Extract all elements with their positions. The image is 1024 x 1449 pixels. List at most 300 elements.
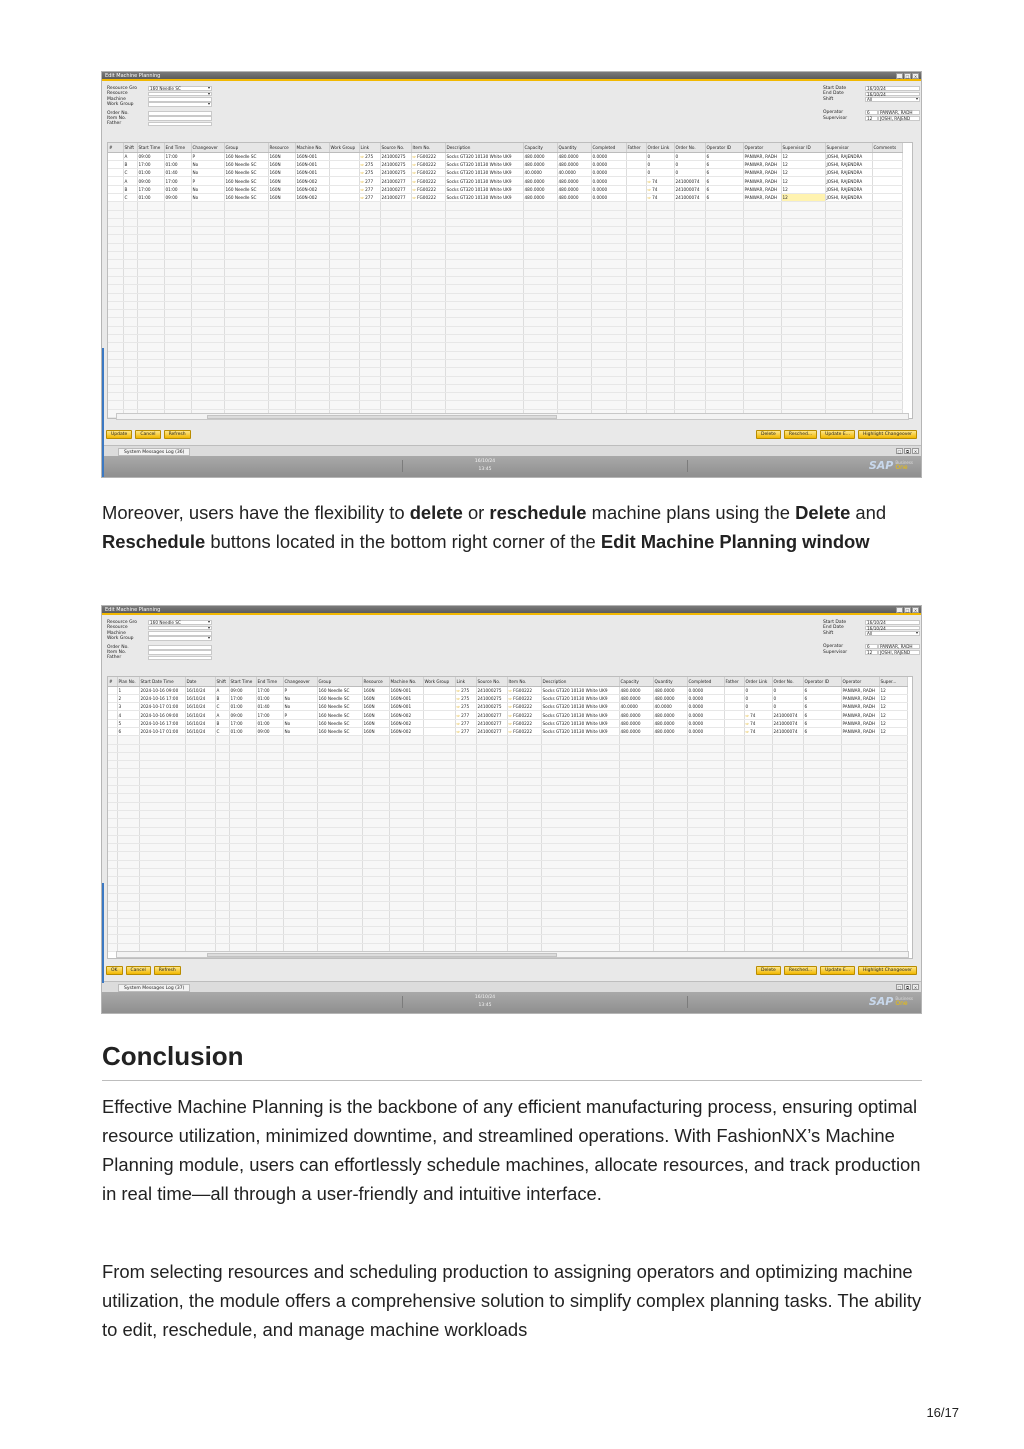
column-header-super[interactable]: Super...: [879, 677, 907, 686]
column-header-start-time[interactable]: Start Time: [137, 143, 164, 152]
table-cell[interactable]: [825, 177, 872, 185]
resource-gro-field[interactable]: 160 Needle SC ▾: [148, 620, 212, 625]
table-cell[interactable]: [626, 177, 646, 185]
table-cell[interactable]: [108, 152, 123, 160]
table-cell[interactable]: [317, 711, 362, 719]
cancel-button[interactable]: Cancel: [135, 430, 160, 439]
link-arrow-icon[interactable]: ⇨: [412, 178, 418, 184]
column-header-supervisor-id[interactable]: Supervisor ID: [781, 143, 825, 152]
close-icon[interactable]: ×: [913, 74, 918, 79]
table-cell[interactable]: [626, 193, 646, 201]
table-cell[interactable]: [591, 169, 626, 177]
link-arrow-icon[interactable]: ⇨: [360, 170, 366, 176]
table-cell[interactable]: [653, 711, 687, 719]
table-cell[interactable]: [108, 185, 123, 193]
empty-table-row[interactable]: [108, 910, 907, 918]
empty-table-row[interactable]: [108, 852, 907, 860]
minimize-icon[interactable]: _: [896, 607, 903, 613]
table-cell[interactable]: [445, 152, 523, 160]
link-arrow-icon[interactable]: ⇨: [508, 695, 514, 701]
table-cell[interactable]: [476, 719, 507, 727]
table-cell[interactable]: [224, 193, 268, 201]
table-cell[interactable]: [139, 711, 185, 719]
table-cell[interactable]: [879, 727, 907, 735]
resource-gro-field[interactable]: 160 Needle SC ▾: [148, 86, 212, 91]
horizontal-scrollbar[interactable]: [116, 413, 909, 420]
table-cell[interactable]: [743, 185, 781, 193]
maximize-icon[interactable]: □: [905, 608, 910, 613]
table-cell[interactable]: [743, 193, 781, 201]
column-header-father[interactable]: Father: [724, 677, 744, 686]
table-cell[interactable]: [137, 152, 164, 160]
empty-table-row[interactable]: [108, 218, 902, 226]
table-cell[interactable]: [380, 160, 411, 168]
table-cell[interactable]: [455, 727, 476, 735]
table-cell[interactable]: [411, 185, 445, 193]
column-header-capacity[interactable]: Capacity: [619, 677, 653, 686]
table-cell[interactable]: [772, 703, 803, 711]
table-cell[interactable]: [117, 703, 139, 711]
table-cell[interactable]: [879, 719, 907, 727]
column-header-work-group[interactable]: Work Group: [423, 677, 455, 686]
empty-table-row[interactable]: [108, 384, 902, 392]
table-row[interactable]: [108, 703, 907, 711]
empty-table-row[interactable]: [108, 210, 902, 218]
empty-table-row[interactable]: [108, 769, 907, 777]
table-cell[interactable]: [744, 711, 772, 719]
table-cell[interactable]: [825, 160, 872, 168]
column-header-order-no[interactable]: Order No.: [772, 677, 803, 686]
link-arrow-icon[interactable]: ⇨: [412, 170, 418, 176]
table-cell[interactable]: [841, 727, 879, 735]
table-cell[interactable]: [389, 727, 423, 735]
empty-table-row[interactable]: [108, 794, 907, 802]
column-header-supervisor[interactable]: Supervisor: [825, 143, 872, 152]
column-header-link[interactable]: Link: [455, 677, 476, 686]
table-cell[interactable]: [445, 160, 523, 168]
link-arrow-icon[interactable]: ⇨: [360, 195, 366, 201]
empty-table-row[interactable]: [108, 368, 902, 376]
table-cell[interactable]: [411, 152, 445, 160]
table-cell[interactable]: [256, 711, 283, 719]
link-arrow-icon[interactable]: ⇨: [508, 720, 514, 726]
table-cell[interactable]: [687, 719, 724, 727]
column-header-capacity[interactable]: Capacity: [523, 143, 557, 152]
table-cell[interactable]: [705, 193, 743, 201]
table-cell[interactable]: [653, 686, 687, 694]
machine-field[interactable]: [148, 97, 212, 102]
link-arrow-icon[interactable]: ⇨: [360, 186, 366, 192]
table-cell[interactable]: [687, 711, 724, 719]
link-arrow-icon[interactable]: ⇨: [456, 712, 462, 718]
table-cell[interactable]: [362, 694, 389, 702]
empty-table-row[interactable]: [108, 802, 907, 810]
father-field[interactable]: [148, 656, 212, 661]
link-arrow-icon[interactable]: ⇨: [508, 729, 514, 735]
table-cell[interactable]: [224, 169, 268, 177]
table-cell[interactable]: [523, 185, 557, 193]
empty-table-row[interactable]: [108, 235, 902, 243]
link-arrow-icon[interactable]: ⇨: [360, 153, 366, 159]
table-cell[interactable]: [724, 703, 744, 711]
table-cell[interactable]: [705, 177, 743, 185]
table-cell[interactable]: [841, 694, 879, 702]
order-link-arrow-icon[interactable]: ⇨: [745, 729, 751, 735]
table-cell[interactable]: [283, 686, 317, 694]
table-cell[interactable]: [191, 177, 224, 185]
table-cell[interactable]: [872, 185, 902, 193]
column-header-date[interactable]: Date: [185, 677, 215, 686]
resource-field[interactable]: [148, 92, 212, 97]
table-cell[interactable]: [476, 694, 507, 702]
end-date-field[interactable]: 16/10/24: [865, 626, 920, 631]
table-cell[interactable]: [317, 719, 362, 727]
table-cell[interactable]: [108, 711, 117, 719]
table-cell[interactable]: [362, 686, 389, 694]
table-cell[interactable]: [268, 169, 295, 177]
highlight-changeover-button[interactable]: Highlight Changeover: [858, 430, 917, 439]
table-cell[interactable]: [772, 727, 803, 735]
table-cell[interactable]: [139, 719, 185, 727]
empty-table-row[interactable]: [108, 243, 902, 251]
table-cell[interactable]: [256, 719, 283, 727]
table-cell[interactable]: [541, 694, 619, 702]
table-cell[interactable]: [557, 177, 591, 185]
shift-field[interactable]: All ▾: [865, 97, 920, 102]
highlight-changeover-button[interactable]: Highlight Changeover: [858, 966, 917, 975]
table-cell[interactable]: [256, 703, 283, 711]
order-link-arrow-icon[interactable]: ⇨: [647, 178, 653, 184]
column-header-start-date-time[interactable]: Start Date Time: [139, 677, 185, 686]
table-cell[interactable]: [317, 727, 362, 735]
column-header-changeover[interactable]: Changeover: [283, 677, 317, 686]
table-cell[interactable]: [359, 177, 380, 185]
table-cell[interactable]: [268, 177, 295, 185]
minimize-icon[interactable]: _: [896, 73, 903, 79]
table-cell[interactable]: [507, 686, 541, 694]
order-no-field[interactable]: [148, 111, 212, 116]
table-cell[interactable]: [523, 160, 557, 168]
table-cell[interactable]: [507, 694, 541, 702]
table-cell[interactable]: [687, 694, 724, 702]
table-row[interactable]: [108, 686, 907, 694]
empty-table-row[interactable]: [108, 777, 907, 785]
table-cell[interactable]: [507, 727, 541, 735]
table-cell[interactable]: [825, 169, 872, 177]
shift-field[interactable]: All ▾: [865, 631, 920, 636]
column-header-changeover[interactable]: Changeover: [191, 143, 224, 152]
column-header-resource[interactable]: Resource: [268, 143, 295, 152]
update-button[interactable]: Update: [106, 430, 132, 439]
table-cell[interactable]: [224, 160, 268, 168]
table-cell[interactable]: [507, 711, 541, 719]
table-cell[interactable]: [389, 711, 423, 719]
column-header-shift[interactable]: Shift: [215, 677, 229, 686]
table-cell[interactable]: [743, 152, 781, 160]
table-cell[interactable]: [164, 185, 191, 193]
empty-table-row[interactable]: [108, 202, 902, 210]
table-cell[interactable]: [879, 694, 907, 702]
column-header-order-link[interactable]: Order Link: [646, 143, 674, 152]
empty-table-row[interactable]: [108, 786, 907, 794]
table-cell[interactable]: [476, 703, 507, 711]
table-cell[interactable]: [137, 177, 164, 185]
table-cell[interactable]: [781, 177, 825, 185]
supervisor-code-field[interactable]: 12: [865, 116, 878, 121]
table-cell[interactable]: [359, 152, 380, 160]
resched-button[interactable]: Resched...: [784, 966, 817, 975]
close-icon[interactable]: ×: [913, 608, 918, 613]
table-row[interactable]: [108, 711, 907, 719]
table-cell[interactable]: [724, 686, 744, 694]
table-cell[interactable]: [108, 719, 117, 727]
table-cell[interactable]: [803, 727, 841, 735]
table-cell[interactable]: [283, 694, 317, 702]
father-field[interactable]: [148, 122, 212, 127]
link-arrow-icon[interactable]: ⇨: [360, 178, 366, 184]
link-arrow-icon[interactable]: ⇨: [412, 153, 418, 159]
table-cell[interactable]: [781, 185, 825, 193]
link-arrow-icon[interactable]: ⇨: [456, 729, 462, 735]
table-cell[interactable]: [591, 152, 626, 160]
empty-table-row[interactable]: [108, 761, 907, 769]
scrollbar-thumb[interactable]: [207, 415, 557, 419]
table-cell[interactable]: [108, 177, 123, 185]
table-cell[interactable]: [687, 703, 724, 711]
table-cell[interactable]: [879, 703, 907, 711]
column-header-item-no[interactable]: Item No.: [507, 677, 541, 686]
table-cell[interactable]: [772, 711, 803, 719]
table-cell[interactable]: [380, 177, 411, 185]
table-cell[interactable]: [879, 686, 907, 694]
table-cell[interactable]: [646, 193, 674, 201]
empty-table-row[interactable]: [108, 810, 907, 818]
table-cell[interactable]: [215, 694, 229, 702]
table-cell[interactable]: [507, 719, 541, 727]
table-cell[interactable]: [743, 169, 781, 177]
table-cell[interactable]: [359, 185, 380, 193]
table-cell[interactable]: [705, 169, 743, 177]
table-cell[interactable]: [423, 694, 455, 702]
table-cell[interactable]: [455, 686, 476, 694]
table-cell[interactable]: [541, 703, 619, 711]
table-cell[interactable]: [137, 193, 164, 201]
column-header-completed[interactable]: Completed: [687, 677, 724, 686]
table-cell[interactable]: [411, 193, 445, 201]
copy-icon[interactable]: ⧉: [904, 984, 911, 990]
table-cell[interactable]: [455, 719, 476, 727]
empty-table-row[interactable]: [108, 401, 902, 409]
table-cell[interactable]: [123, 177, 137, 185]
table-cell[interactable]: [591, 193, 626, 201]
table-cell[interactable]: [329, 152, 359, 160]
column-header-father[interactable]: Father: [626, 143, 646, 152]
system-messages-tab[interactable]: System Messages Log (37): [118, 984, 190, 992]
table-cell[interactable]: [191, 193, 224, 201]
empty-table-row[interactable]: [108, 752, 907, 760]
supervisor-code-field[interactable]: 12: [865, 650, 878, 655]
order-link-arrow-icon[interactable]: ⇨: [745, 712, 751, 718]
table-cell[interactable]: [224, 152, 268, 160]
table-cell[interactable]: [191, 185, 224, 193]
table-cell[interactable]: [744, 719, 772, 727]
table-cell[interactable]: [295, 160, 329, 168]
table-cell[interactable]: [523, 177, 557, 185]
table-cell[interactable]: [523, 169, 557, 177]
empty-table-row[interactable]: [108, 335, 902, 343]
table-cell[interactable]: [803, 719, 841, 727]
empty-table-row[interactable]: [108, 827, 907, 835]
table-cell[interactable]: [164, 193, 191, 201]
table-cell[interactable]: [123, 193, 137, 201]
table-cell[interactable]: [825, 193, 872, 201]
table-cell[interactable]: [268, 160, 295, 168]
table-cell[interactable]: [803, 711, 841, 719]
table-cell[interactable]: [557, 185, 591, 193]
table-cell[interactable]: [295, 152, 329, 160]
column-header-work-group[interactable]: Work Group: [329, 143, 359, 152]
table-cell[interactable]: [108, 193, 123, 201]
table-cell[interactable]: [744, 686, 772, 694]
column-header-quantity[interactable]: Quantity: [557, 143, 591, 152]
update-e-button[interactable]: Update E...: [820, 966, 855, 975]
table-cell[interactable]: [215, 719, 229, 727]
table-cell[interactable]: [295, 185, 329, 193]
empty-table-row[interactable]: [108, 844, 907, 852]
table-cell[interactable]: [841, 711, 879, 719]
table-cell[interactable]: [445, 169, 523, 177]
restore-icon[interactable]: □: [897, 985, 902, 990]
delete-button[interactable]: Delete: [756, 430, 781, 439]
order-link-arrow-icon[interactable]: ⇨: [647, 195, 653, 201]
column-header-order-no[interactable]: Order No.: [674, 143, 705, 152]
maximize-icon[interactable]: □: [905, 74, 910, 79]
table-cell[interactable]: [329, 193, 359, 201]
table-cell[interactable]: [724, 719, 744, 727]
table-cell[interactable]: [705, 152, 743, 160]
table-cell[interactable]: [164, 152, 191, 160]
column-header-comments[interactable]: Comments: [872, 143, 902, 152]
table-cell[interactable]: [117, 727, 139, 735]
table-cell[interactable]: [781, 193, 825, 201]
table-cell[interactable]: [744, 703, 772, 711]
table-cell[interactable]: [872, 152, 902, 160]
scrollbar-thumb[interactable]: [207, 953, 557, 957]
table-row[interactable]: [108, 193, 902, 201]
table-cell[interactable]: [283, 703, 317, 711]
table-cell[interactable]: [117, 711, 139, 719]
table-cell[interactable]: [646, 152, 674, 160]
table-row[interactable]: [108, 169, 902, 177]
table-cell[interactable]: [185, 686, 215, 694]
column-header-plan-no[interactable]: Plan No.: [117, 677, 139, 686]
table-cell[interactable]: [191, 169, 224, 177]
table-cell[interactable]: [687, 686, 724, 694]
table-cell[interactable]: [879, 711, 907, 719]
table-cell[interactable]: [215, 686, 229, 694]
column-header-row-number[interactable]: #: [108, 677, 117, 686]
link-arrow-icon[interactable]: ⇨: [412, 195, 418, 201]
table-cell[interactable]: [295, 193, 329, 201]
table-cell[interactable]: [619, 703, 653, 711]
horizontal-scrollbar[interactable]: [116, 951, 909, 958]
table-cell[interactable]: [705, 160, 743, 168]
empty-table-row[interactable]: [108, 893, 907, 901]
table-cell[interactable]: [215, 703, 229, 711]
table-cell[interactable]: [455, 711, 476, 719]
copy-icon[interactable]: ⧉: [904, 448, 911, 454]
work-group-field[interactable]: [148, 636, 212, 641]
table-cell[interactable]: [872, 160, 902, 168]
table-cell[interactable]: [872, 193, 902, 201]
table-cell[interactable]: [185, 703, 215, 711]
table-cell[interactable]: [389, 703, 423, 711]
table-cell[interactable]: [705, 185, 743, 193]
resched-button[interactable]: Resched...: [784, 430, 817, 439]
table-cell[interactable]: [164, 169, 191, 177]
table-cell[interactable]: [362, 703, 389, 711]
column-header-row-number[interactable]: #: [108, 143, 123, 152]
table-cell[interactable]: [653, 694, 687, 702]
column-header-operator-id[interactable]: Operator ID: [705, 143, 743, 152]
column-header-order-link[interactable]: Order Link: [744, 677, 772, 686]
end-date-field[interactable]: 16/10/24: [865, 92, 920, 97]
column-header-group[interactable]: Group: [224, 143, 268, 152]
table-cell[interactable]: [455, 703, 476, 711]
table-cell[interactable]: [191, 160, 224, 168]
table-cell[interactable]: [139, 686, 185, 694]
system-messages-tab[interactable]: System Messages Log (36): [118, 448, 190, 456]
table-cell[interactable]: [224, 185, 268, 193]
column-header-machine-no[interactable]: Machine No.: [295, 143, 329, 152]
table-row[interactable]: [108, 160, 902, 168]
table-cell[interactable]: [256, 686, 283, 694]
table-cell[interactable]: [557, 193, 591, 201]
table-cell[interactable]: [619, 686, 653, 694]
machine-field[interactable]: [148, 631, 212, 636]
table-cell[interactable]: [283, 727, 317, 735]
table-cell[interactable]: [557, 152, 591, 160]
start-date-field[interactable]: 16/10/24: [865, 620, 920, 625]
resource-field[interactable]: [148, 626, 212, 631]
table-cell[interactable]: [268, 193, 295, 201]
table-cell[interactable]: [229, 711, 256, 719]
table-cell[interactable]: [541, 686, 619, 694]
table-cell[interactable]: [108, 169, 123, 177]
empty-table-row[interactable]: [108, 902, 907, 910]
column-header-source-no[interactable]: Source No.: [380, 143, 411, 152]
table-cell[interactable]: [619, 719, 653, 727]
table-cell[interactable]: [841, 719, 879, 727]
table-cell[interactable]: [389, 694, 423, 702]
empty-table-row[interactable]: [108, 744, 907, 752]
table-cell[interactable]: [455, 694, 476, 702]
table-cell[interactable]: [411, 177, 445, 185]
table-cell[interactable]: [825, 185, 872, 193]
column-header-description[interactable]: Description: [445, 143, 523, 152]
table-cell[interactable]: [744, 694, 772, 702]
table-cell[interactable]: [674, 160, 705, 168]
link-arrow-icon[interactable]: ⇨: [456, 695, 462, 701]
table-cell[interactable]: [626, 169, 646, 177]
table-cell[interactable]: [362, 727, 389, 735]
table-cell[interactable]: [389, 686, 423, 694]
table-cell[interactable]: [108, 686, 117, 694]
column-header-resource[interactable]: Resource: [362, 677, 389, 686]
table-row[interactable]: [108, 719, 907, 727]
table-cell[interactable]: [380, 152, 411, 160]
column-header-operator-id[interactable]: Operator ID: [803, 677, 841, 686]
